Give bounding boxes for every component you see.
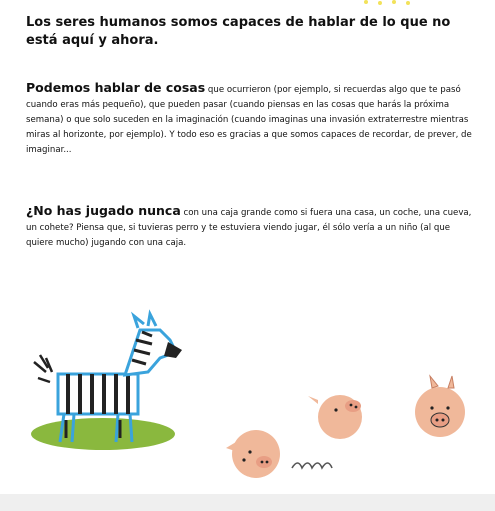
paragraph-lead: ¿No has jugado nunca [26,203,181,218]
pig-head-illustration [226,430,280,478]
page-heading: Los seres humanos somos capaces de hablar de lo que no está aquí y ahora. [26,15,451,48]
paragraph-caja [26,203,474,251]
paragraph-body: con una caja grande como si fuera una casa, un coche, una cueva, un cohete? Piensa que, si tuvieras perro y te estuviera viendo jugar, él sólo vería a un niño (al que quiere mucho) jugando con una caja. [26,208,472,248]
paragraph-cosas [26,80,474,158]
pig-tail-illustration [292,463,332,468]
pig-head-illustration [308,395,362,439]
decorative-dots [360,0,420,10]
zebra-illustration [31,314,182,450]
illustration-area [0,300,495,511]
pig-head-illustration [415,376,465,437]
bottom-bar [0,494,495,511]
paragraph-lead: Podemos hablar de cosas [26,80,206,95]
paragraph-body: que ocurrieron (por ejemplo, si recuerdas algo que te pasó cuando eras más pequeño), que pueden pasar (cuando piensas en las cosas que harás la próxima semana) o que solo suceden en la imaginación (cuando imaginas una invasión extraterrestre mientras miras al horizonte, por ejemplo). Y todo eso es gracias a que somos capaces de recordar, de prever, de imaginar... [26,85,472,155]
